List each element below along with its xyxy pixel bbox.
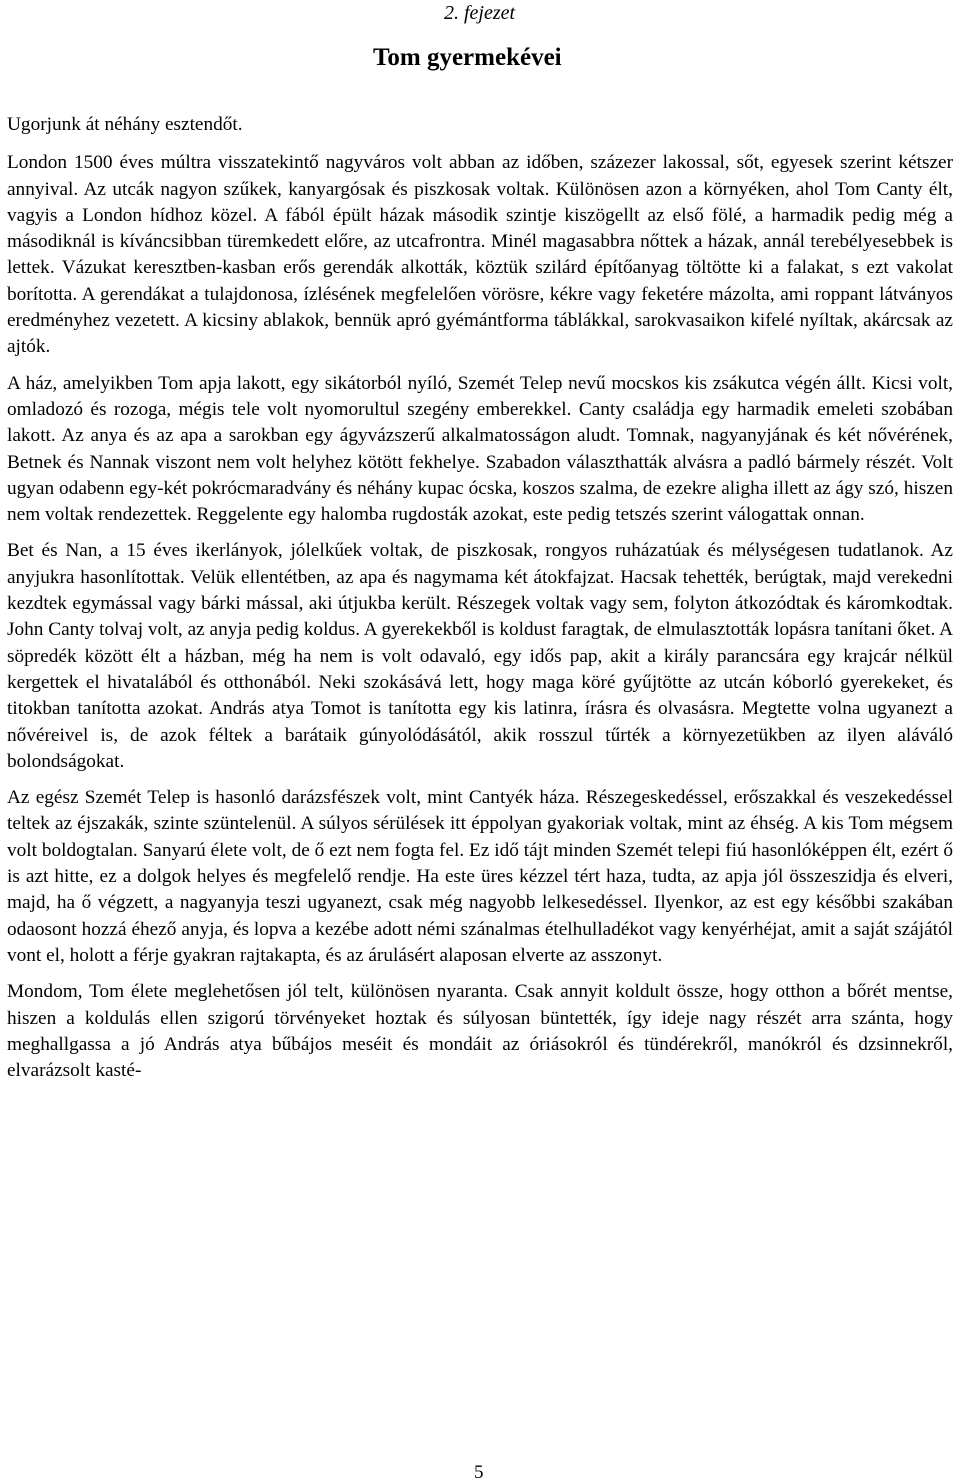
body-text — [7, 112, 953, 1084]
paragraph: Mondom, Tom élete meglehetősen jól telt, különösen nyaranta. Csak annyit koldult össze, hogy otthon a bőrét mentse, hiszen a koldulás ellen szigorú törvényeket hoztak és súlyosan büntették, így ideje nagy részét arra szánta, hogy meghallgassa a jó András atya bűbájos meséit és mondáit az óriásokról és tündérekről, manókról és dzsinnekről, elvarázsolt kasté- — [7, 981, 953, 1082]
page-number: 5 — [474, 1462, 484, 1483]
paragraph: Az egész Szemét Telep is hasonló darázsfészek volt, mint Cantyék háza. Részegeskedéssel, erőszakkal és veszekedéssel teltek az éjszakák, szinte szüntelenül. A súlyos sérülések itt éppolyan gyakoriak voltak, mint az éhség. A kis Tom mégsem volt boldogtalan. Sanyarú élete volt, de ő ezt nem fogta fel. Ez idő tájt minden Szemét telepi fiú hasonlóképpen élt, ezért ő is azt hitte, ez a dolgok helyes és megfelelő rendje. Ha este üres kézzel tért haza, tudta, az apja jól összeszidja és elveri, majd, ha ő végzett, a nagyanyja teszi ugyanezt, csak még nagyobb lelkesedéssel. Ilyenkor, az est egy későbbi szakában odaosont hozzá éhező anyja, és lopva a kezébe adott némi szánalmas ételhulladékot vagy kenyérhéjat, amit a saját szájától vont el, holott a férje gyakran rajtakapta, és az árulásért alaposan elverte az asszonyt. — [7, 787, 953, 966]
paragraph: A ház, amelyikben Tom apja lakott, egy sikátorból nyíló, Szemét Telep nevű mocskos kis zsákutca végén állt. Kicsi volt, omladozó és rozoga, mégis tele volt nyomorultul szegény emberekkel. Canty családja egy harmadik emeleti szobában lakott. Az anya és az apa a sarokban egy ágyvázszerű alkalmatosságon aludt. Tomnak, nagyanyjának és két nővérének, Betnek és Nannak viszont nem volt helyhez kötött fekhelye. Szabadon választhatták alvásra a padló bármely részét. Volt ugyan odabenn egy-két pokrócmaradvány és néhány kupac ócska, koszos szalma, de ezekre aligha illett az ágy szó, hiszen nem voltak rendezettek. Reggelente egy halomba rugdosták azokat, este pedig tetszés szerint válogattak onnan. — [7, 372, 953, 526]
chapter-label: 2. fejezet — [444, 2, 516, 24]
paragraph: Bet és Nan, a 15 éves ikerlányok, jólelkűek voltak, de piszkosak, rongyos ruházatúak és mélységesen tudatlanok. Az anyjukra hasonlítottak. Velük ellentétben, az apa és nagymama két átokfajzat. Hacsak tehették, berúgtak, majd verekedni kezdtek egymással vagy bárki mással, aki útjukba került. Részegek voltak vagy sem, folyton átkozódtak és káromkodtak. John Canty tolvaj volt, az anyja pedig koldus. A gyerekekből is koldust faragtak, de elmulasztották lopásra tanítani őket. A söpredék között élt a házban, még ha nem is volt odavaló, egy idős pap, akit a király parancsára egy krajcár nélkül kergettek el hivatalából és otthonából. Neki szokásává lett, hogy maga köré gyűjtötte az utcán kóborló gyerekeket, és titokban tanította azokat. András atya Tomot is tanította egy kis latinra, írásra és olvasásra. Megtette volna ugyanezt a nővéreivel is, de azok féltek a barátaik gúnyolódásától, akik rosszul tűrték a környezetükben az ilyen aláváló bolondságokat. — [7, 540, 953, 772]
chapter-title: Tom gyermekévei — [373, 44, 562, 71]
paragraph: London 1500 éves múltra visszatekintő nagyváros volt abban az időben, százezer lakossal, sőt, egyesek szerint kétszer annyival. Az utcák nagyon szűkek, kanyargósak és piszkosak voltak. Különösen azon a környéken, ahol Tom Canty élt, vagyis a London hídhoz közel. A fából épült házak második szintje kiszögellt az első fölé, a harmadik pedig még a másodiknál is kíváncsibban türemkedett előre, az utcafrontra. Minél magasabbra nőttek a házak, annál terebélyesebbek is lettek. Vázukat keresztben-kasban erős gerendák alkották, köztük szilárd építőanyag töltötte ki a falakat, s ezt vakolat borította. A gerendákat a tulajdonosa, ízlésének megfelelően vörösre, kékre vagy feketére mázolta, ami roppant látványos eredményhez vezetett. A kicsiny ablakok, bennük apró gyémántforma táblákkal, sarokvasaikon kifelé nyíltak, akárcsak az ajtók. — [7, 152, 953, 358]
paragraph: Ugorjunk át néhány esztendőt. — [7, 114, 243, 135]
